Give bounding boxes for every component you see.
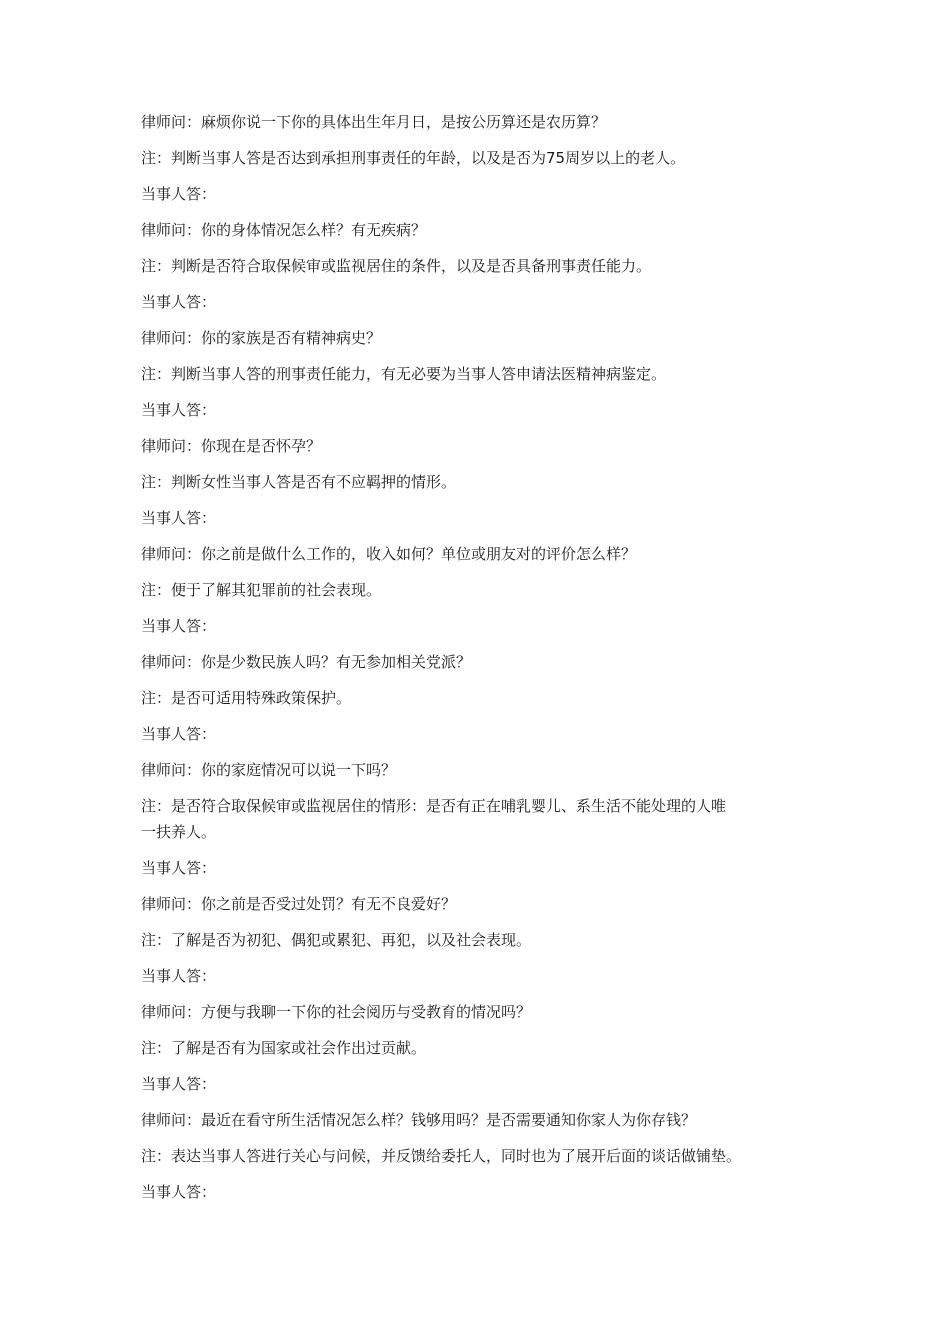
client-answer-label: 当事人答： [141, 1183, 217, 1201]
lawyer-question: 律师问：你之前是做什么工作的，收入如何？单位或朋友对的评价怎么样？ [141, 545, 637, 563]
client-answer-label: 当事人答： [141, 509, 217, 527]
qa-block [141, 894, 831, 986]
qa-block [141, 220, 831, 312]
qa-block [141, 652, 831, 744]
qa-block [141, 544, 831, 636]
note: 注：了解是否为初犯、偶犯或累犯、再犯，以及社会表现。 [141, 931, 532, 949]
qa-block [141, 1110, 831, 1202]
qa-block [141, 112, 831, 204]
note: 注：是否可适用特殊政策保护。 [141, 689, 352, 707]
qa-block [141, 328, 831, 420]
note: 注：表达当事人答进行关心与问候，并反馈给委托人，同时也为了展开后面的谈话做铺垫。 [141, 1147, 742, 1165]
lawyer-question: 律师问：你是少数民族人吗？有无参加相关党派？ [141, 653, 472, 671]
interview-transcript [141, 112, 831, 1218]
note: 注：判断女性当事人答是否有不应羁押的情形。 [141, 473, 457, 491]
lawyer-question: 律师问：你的家庭情况可以说一下吗？ [141, 761, 397, 779]
note [141, 796, 831, 842]
note: 注：了解是否有为国家或社会作出过贡献。 [141, 1039, 427, 1057]
client-answer-label: 当事人答： [141, 617, 217, 635]
client-answer-label: 当事人答： [141, 859, 217, 877]
note-line-2: 一扶养人。 [141, 823, 217, 841]
lawyer-question: 律师问：你的家族是否有精神病史？ [141, 329, 382, 347]
client-answer-label: 当事人答： [141, 401, 217, 419]
note: 注：判断当事人答是否达到承担刑事责任的年龄，以及是否为75周岁以上的老人。 [141, 149, 686, 167]
lawyer-question: 律师问：你之前是否受过处罚？有无不良爱好？ [141, 895, 457, 913]
note-line-1: 注：是否符合取保候审或监视居住的情形：是否有正在哺乳婴儿、系生活不能处理的人唯 [141, 797, 727, 815]
lawyer-question: 律师问：你现在是否怀孕？ [141, 437, 322, 455]
qa-block [141, 436, 831, 528]
lawyer-question: 律师问：方便与我聊一下你的社会阅历与受教育的情况吗？ [141, 1003, 532, 1021]
lawyer-question: 律师问：最近在看守所生活情况怎么样？钱够用吗？是否需要通知你家人为你存钱？ [141, 1111, 697, 1129]
note: 注：判断当事人答的刑事责任能力，有无必要为当事人答申请法医精神病鉴定。 [141, 365, 667, 383]
note: 注：便于了解其犯罪前的社会表现。 [141, 581, 382, 599]
client-answer-label: 当事人答： [141, 1075, 217, 1093]
client-answer-label: 当事人答： [141, 967, 217, 985]
qa-block [141, 1002, 831, 1094]
lawyer-question: 律师问：你的身体情况怎么样？有无疾病？ [141, 221, 427, 239]
lawyer-question: 律师问：麻烦你说一下你的具体出生年月日，是按公历算还是农历算？ [141, 113, 607, 131]
note: 注：判断是否符合取保候审或监视居住的条件，以及是否具备刑事责任能力。 [141, 257, 652, 275]
client-answer-label: 当事人答： [141, 293, 217, 311]
qa-block [141, 760, 831, 878]
client-answer-label: 当事人答： [141, 725, 217, 743]
client-answer-label: 当事人答： [141, 185, 217, 203]
